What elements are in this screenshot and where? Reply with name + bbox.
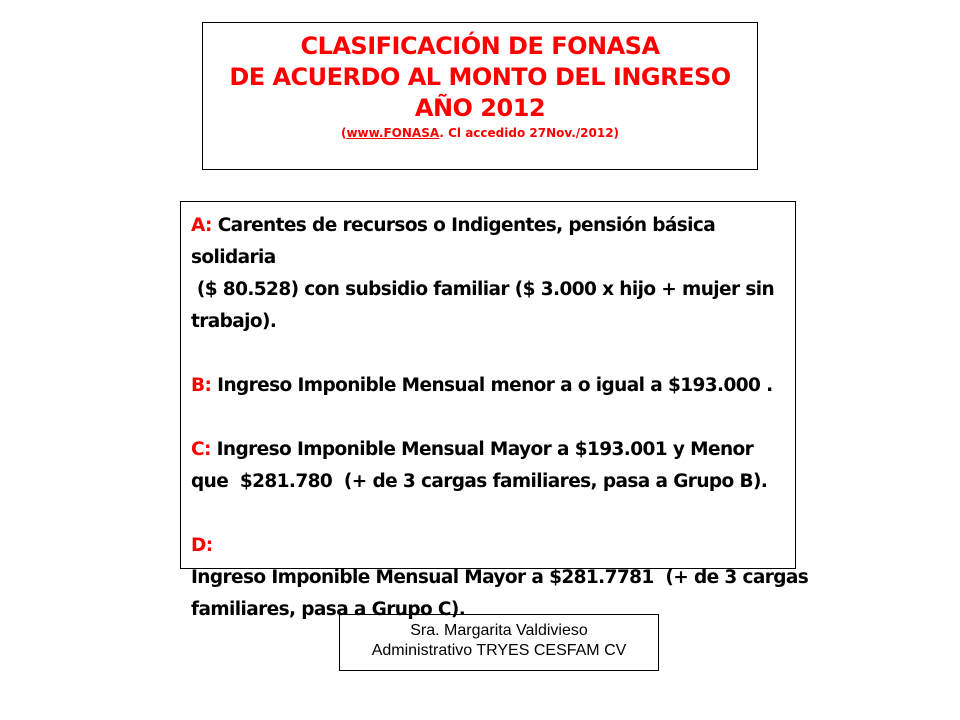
group-a bbox=[191, 210, 787, 338]
group-d-key: D: bbox=[191, 535, 213, 556]
source-rest: . Cl accedido 27Nov./2012) bbox=[439, 126, 620, 140]
group-c-line-2: que $281.780 (+ de 3 cargas familiares, pasa a Grupo B). bbox=[191, 471, 768, 492]
source-open-paren: ( bbox=[340, 126, 347, 140]
group-c bbox=[191, 434, 787, 498]
title-line-1: CLASIFICACIÓN DE FONASA bbox=[300, 32, 660, 60]
credit-role: Administrativo TRYES CESFAM CV bbox=[371, 642, 627, 659]
group-b bbox=[191, 370, 787, 402]
group-c-key: C: bbox=[191, 439, 211, 460]
group-b-key: B: bbox=[191, 375, 212, 396]
classification-box bbox=[180, 201, 809, 620]
group-d bbox=[191, 530, 809, 626]
group-d-line-1: Ingreso Imponible Mensual Mayor a $281.7781 (+ de 3 cargas bbox=[191, 567, 809, 588]
source-link[interactable]: www.FONASA bbox=[346, 126, 440, 140]
credit-name: Sra. Margarita Valdivieso bbox=[410, 622, 588, 639]
group-a-key: A: bbox=[191, 215, 212, 236]
title-box bbox=[202, 22, 758, 170]
group-c-line-1: Ingreso Imponible Mensual Mayor a $193.001 y Menor bbox=[216, 439, 754, 460]
group-d-line-2: familiares, pasa a Grupo C). bbox=[191, 599, 466, 620]
group-b-line-1: Ingreso Imponible Mensual menor a o igual a $193.000 . bbox=[217, 375, 773, 396]
title-line-3: AÑO 2012 bbox=[414, 94, 546, 122]
credit-box bbox=[339, 614, 659, 671]
group-a-line-3: trabajo). bbox=[191, 311, 277, 332]
title-line-2: DE ACUERDO AL MONTO DEL INGRESO bbox=[229, 63, 731, 91]
group-a-line-2: ($ 80.528) con subsidio familiar ($ 3.000 x hijo + mujer sin bbox=[191, 279, 775, 300]
group-a-line-1: Carentes de recursos o Indigentes, pensión básica solidaria bbox=[191, 215, 716, 268]
source-citation bbox=[203, 124, 757, 142]
